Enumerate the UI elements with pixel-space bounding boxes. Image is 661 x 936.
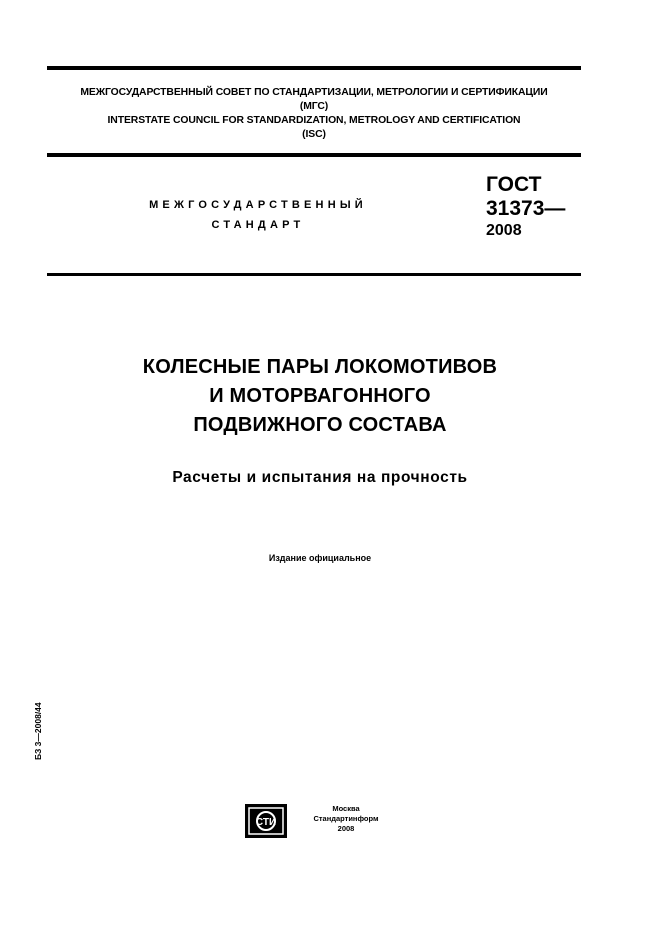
publisher-text bbox=[291, 804, 401, 834]
council-ru-name: МЕЖГОСУДАРСТВЕННЫЙ СОВЕТ ПО СТАНДАРТИЗАЦИИ, МЕТРОЛОГИИ И СЕРТИФИКАЦИИ bbox=[80, 87, 548, 98]
publisher-city: Москва bbox=[332, 804, 360, 813]
lower-rule bbox=[47, 273, 581, 276]
title-line1: КОЛЕСНЫЕ ПАРЫ ЛОКОМОТИВОВ bbox=[142, 356, 498, 378]
publisher-name: Стандартинформ bbox=[313, 814, 379, 823]
council-header bbox=[47, 86, 581, 142]
designation-year: 2008 bbox=[486, 222, 522, 239]
top-rule bbox=[47, 66, 581, 70]
council-en-abbr: (ISC) bbox=[302, 129, 326, 140]
side-code: БЗ 3—2008/44 bbox=[33, 702, 43, 760]
title-line2: И МОТОРВАГОННОГО bbox=[209, 385, 431, 407]
title-line3: ПОДВИЖНОГО СОСТАВА bbox=[193, 414, 447, 436]
standartinform-logo-icon bbox=[245, 804, 287, 838]
standard-type-line1: МЕЖГОСУДАРСТВЕННЫЙ bbox=[149, 199, 367, 211]
standard-type-line2: СТАНДАРТ bbox=[211, 219, 305, 231]
standard-designation bbox=[486, 173, 565, 241]
council-en-name: INTERSTATE COUNCIL FOR STANDARDIZATION, METROLOGY AND CERTIFICATION bbox=[107, 115, 521, 126]
edition-note: Издание официальное bbox=[268, 553, 372, 563]
logo-text: СТИ bbox=[255, 817, 277, 828]
document-title bbox=[60, 353, 580, 440]
designation-prefix: ГОСТ bbox=[486, 173, 542, 196]
designation-number: 31373— bbox=[486, 197, 566, 220]
standard-type bbox=[118, 195, 398, 235]
document-subtitle: Расчеты и испытания на прочность bbox=[172, 469, 468, 486]
publisher-block bbox=[245, 804, 405, 840]
middle-rule bbox=[47, 153, 581, 157]
council-ru-abbr: (МГС) bbox=[299, 101, 329, 112]
publisher-year: 2008 bbox=[337, 824, 355, 833]
